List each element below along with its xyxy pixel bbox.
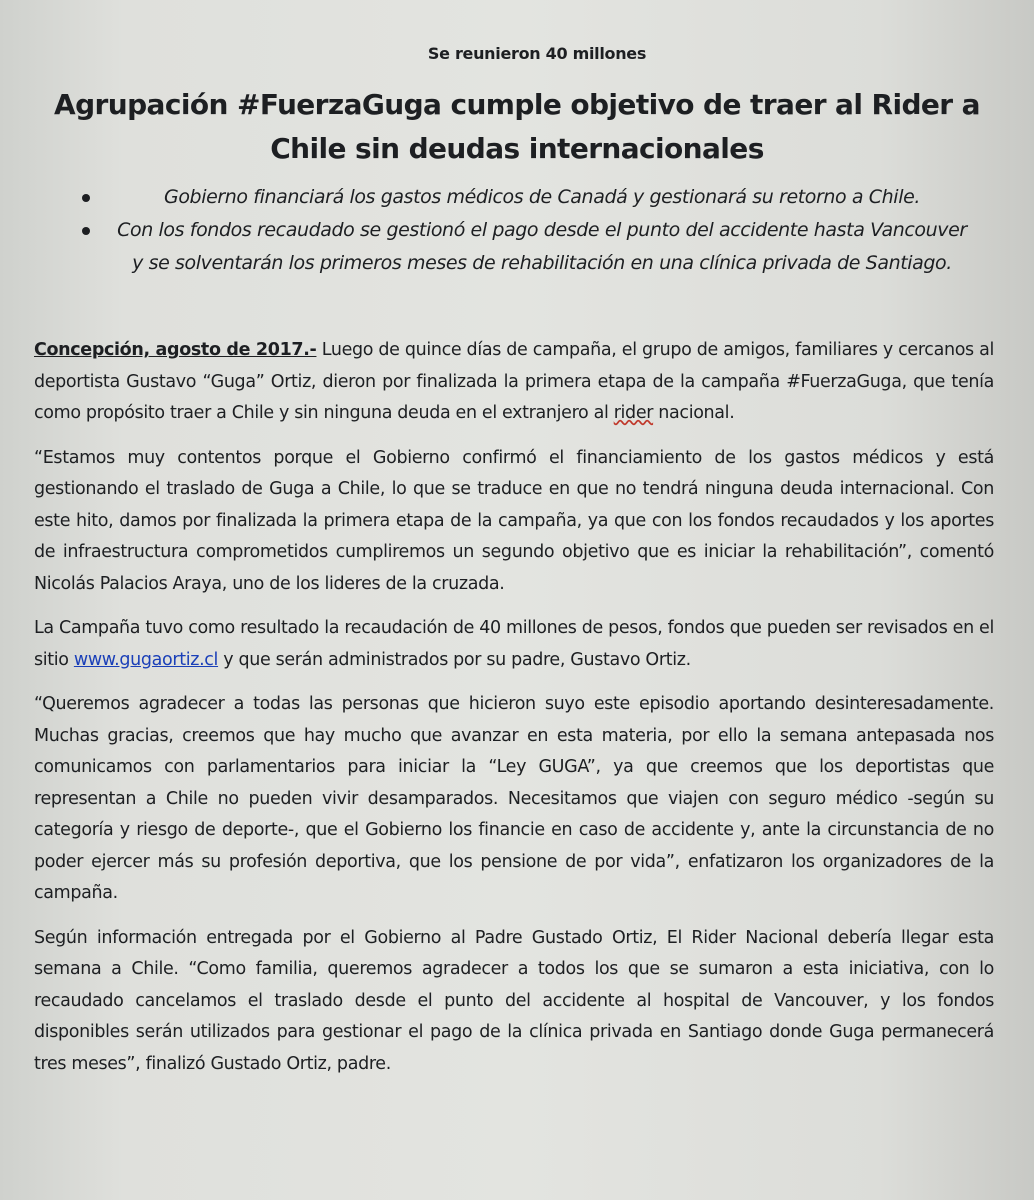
bullet-dot-icon — [82, 227, 90, 235]
summary-bullets — [22, 181, 1012, 280]
bullet-text: Gobierno financiará los gastos médicos de Canadá y gestionará su retorno a Chile. — [164, 186, 920, 208]
kicker: Se reunieron 40 millones — [427, 44, 647, 63]
bullet-dot-icon — [82, 194, 90, 202]
document-content — [22, 44, 1012, 1093]
bullet-text: Con los fondos recaudado se gestionó el pago desde el punto del accidente hasta Vancouver y se solventarán los primeros meses de rehabilitación en una clínica privada de Santiago. — [117, 219, 967, 274]
paragraph-text: Luego de quince días de campaña, el grupo de amigos, familiares y cercanos al deportista Gustavo “Guga” Ortiz, dieron por finalizada la primera etapa de la campaña #FuerzaGuga, que tenía como propósito traer a Chile y sin ninguna deuda en el extranjero al — [34, 340, 994, 423]
paragraph: “Estamos muy contentos porque el Gobierno confirmó el financiamiento de los gastos médicos y está gestionando el traslado de Guga a Chile, lo que se traduce en que no tendrá ninguna deuda internacional. Con este hito, damos por finalizada la primera etapa de la campaña, ya que con los fondos recaudados y los aportes de infraestructura comprometidos cumpliremos un segundo objetivo que es iniciar la rehabilitación”, comentó Nicolás Palacios Araya, uno de los lideres de la cruzada. — [34, 447, 994, 594]
dateline: Concepción, agosto de 2017.- — [34, 340, 317, 360]
paragraph-text: nacional. — [653, 403, 735, 423]
paragraph: “Queremos agradecer a todas las personas que hicieron suyo este episodio aportando desinteresadamente. Muchas gracias, creemos que hay mucho que avanzar en esta materia, por ello la semana antepasada nos comunicamos con parlamentarios para iniciar la “Ley GUGA”, ya que creemos que los deportistas que representan a Chile no pueden vivir desamparados. Necesitamos que viajen con seguro médico -según su categoría y riesgo de deporte-, que el Gobierno los financie en caso de accidente y, ante la circunstancia de no poder ejercer más su profesión deportiva, que los pensione de por vida”, enfatizaron los organizadores de la campaña. — [34, 694, 994, 903]
paragraph — [34, 613, 994, 676]
headline: Agrupación #FuerzaGuga cumple objetivo de traer al Rider a Chile sin deudas internacionales — [54, 88, 980, 165]
bullet-item — [82, 214, 972, 280]
article-body — [22, 335, 1012, 1080]
paragraph: Según información entregada por el Gobierno al Padre Gustado Ortiz, El Rider Nacional debería llegar esta semana a Chile. “Como familia, queremos agradecer a todos los que se sumaron a esta iniciativa, con lo recaudado cancelamos el traslado desde el punto del accidente al hospital de Vancouver, y los fondos disponibles serán utilizados para gestionar el pago de la clínica privada en Santiago donde Guga permanecerá tres meses”, finalizó Gustado Ortiz, padre. — [34, 927, 994, 1074]
paragraph — [34, 335, 994, 430]
website-link[interactable]: www.gugaortiz.cl — [73, 649, 219, 670]
paragraph-text: La Campaña tuvo como resultado la recaudación de 40 millones de pesos, fondos que pueden ser revisados en el sitio — [34, 618, 994, 670]
bullet-item — [82, 181, 972, 214]
paragraph-text: y que serán administrados por su padre, Gustavo Ortiz. — [218, 649, 691, 670]
spellcheck-flagged-word: rider — [613, 403, 654, 423]
